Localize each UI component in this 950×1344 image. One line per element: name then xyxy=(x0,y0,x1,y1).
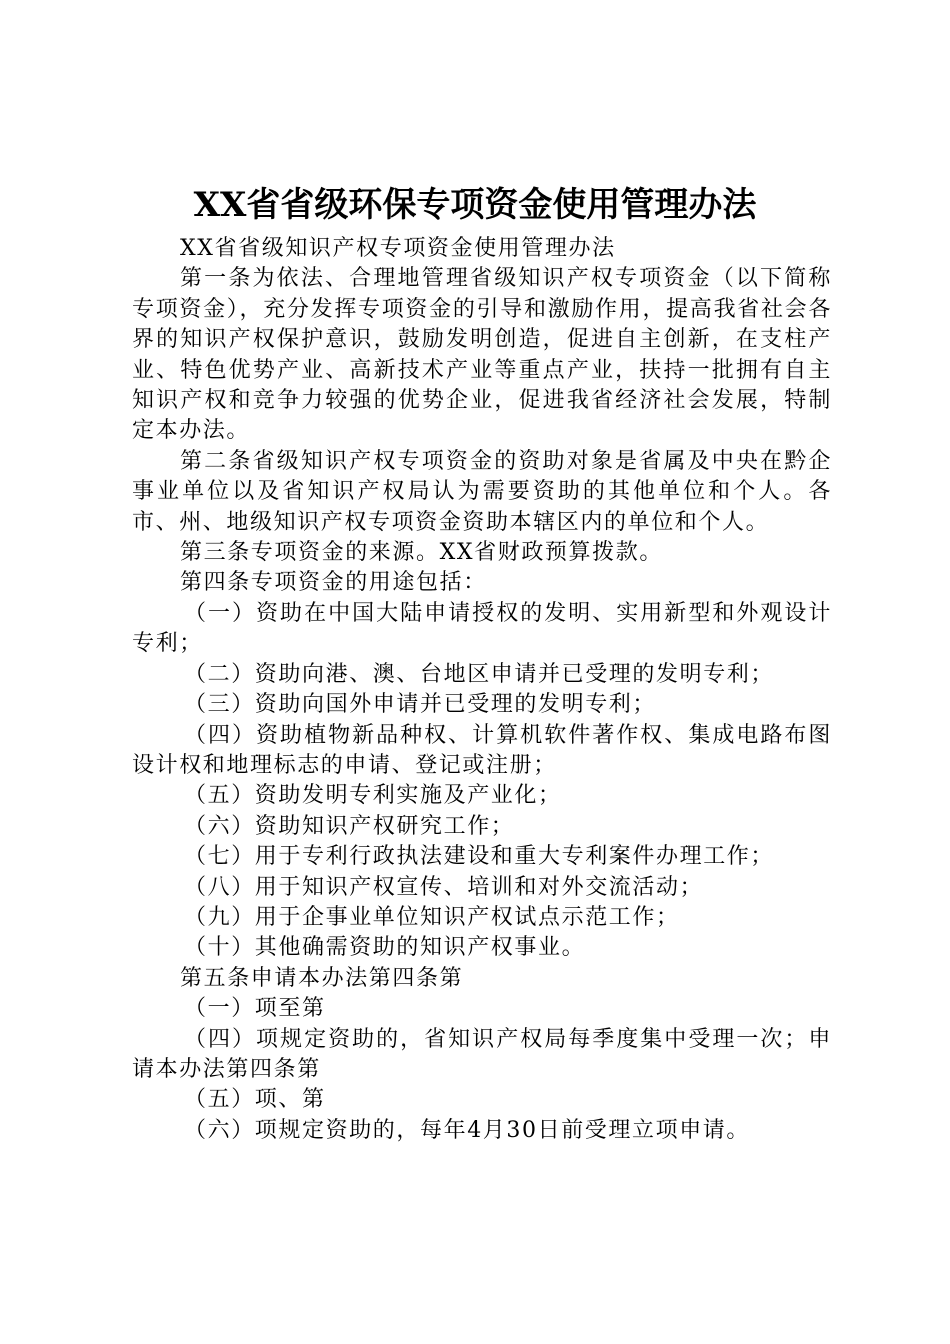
document-title: XX省省级环保专项资金使用管理办法 xyxy=(193,185,757,225)
article-3: 第三条专项资金的来源。XX省财政预算拨款。 xyxy=(180,540,663,566)
article-2: 第二条省级知识产权专项资金的资助对象是省属及中央在黔企事业单位以及省知识产权局认为需要资助的其他单位和个人。各市、州、地级知识产权专项资金资助本辖区内的单位和个人。 xyxy=(132,448,832,535)
article-5-fragment-4: （四）项规定资助的，省知识产权局每季度集中受理一次；申请本办法第四条第 xyxy=(132,1026,832,1082)
article-4-item-2: （二）资助向港、澳、台地区申请并已受理的发明专利； xyxy=(184,661,775,687)
article-4-item-4: （四）资助植物新品种权、计算机软件著作权、集成电路布图设计权和地理标志的申请、登记或注册； xyxy=(132,722,832,778)
document-subtitle: XX省省级知识产权专项资金使用管理办法 xyxy=(180,236,616,261)
article-4-item-7: （七）用于专利行政执法建设和重大专利案件办理工作； xyxy=(184,844,775,870)
article-5-fragment-5: （五）项、第 xyxy=(184,1087,326,1113)
article-1: 第一条为依法、合理地管理省级知识产权专项资金（以下简称专项资金），充分发挥专项资金的引导和激励作用，提高我省社会各界的知识产权保护意识，鼓励发明创造，促进自主创新，在支柱产业、特色优势产业、高新技术产业等重点产业，扶持一批拥有自主知识产权和竞争力较强的优势企业，促进我省经济社会发展，特制定本办法。 xyxy=(132,266,832,444)
article-4-item-5: （五）资助发明专利实施及产业化； xyxy=(184,783,562,809)
article-4-item-6: （六）资助知识产权研究工作； xyxy=(184,813,515,839)
article-4-item-1: （一）资助在中国大陆申请授权的发明、实用新型和外观设计专利； xyxy=(132,600,832,657)
article-5-fragment-6: （六）项规定资助的，每年4月30日前受理立项申请。 xyxy=(184,1117,750,1143)
article-4-item-3: （三）资助向国外申请并已受理的发明专利； xyxy=(184,692,657,718)
document-body xyxy=(132,234,832,1146)
article-5-fragment-1: （一）项至第 xyxy=(184,996,326,1022)
article-5: 第五条申请本办法第四条第 xyxy=(180,965,464,991)
article-4-item-9: （九）用于企事业单位知识产权试点示范工作； xyxy=(184,904,680,930)
article-4-item-10: （十）其他确需资助的知识产权事业。 xyxy=(184,935,586,961)
article-4-item-8: （八）用于知识产权宣传、培训和对外交流活动； xyxy=(184,874,704,900)
article-4: 第四条专项资金的用途包括： xyxy=(180,570,487,596)
